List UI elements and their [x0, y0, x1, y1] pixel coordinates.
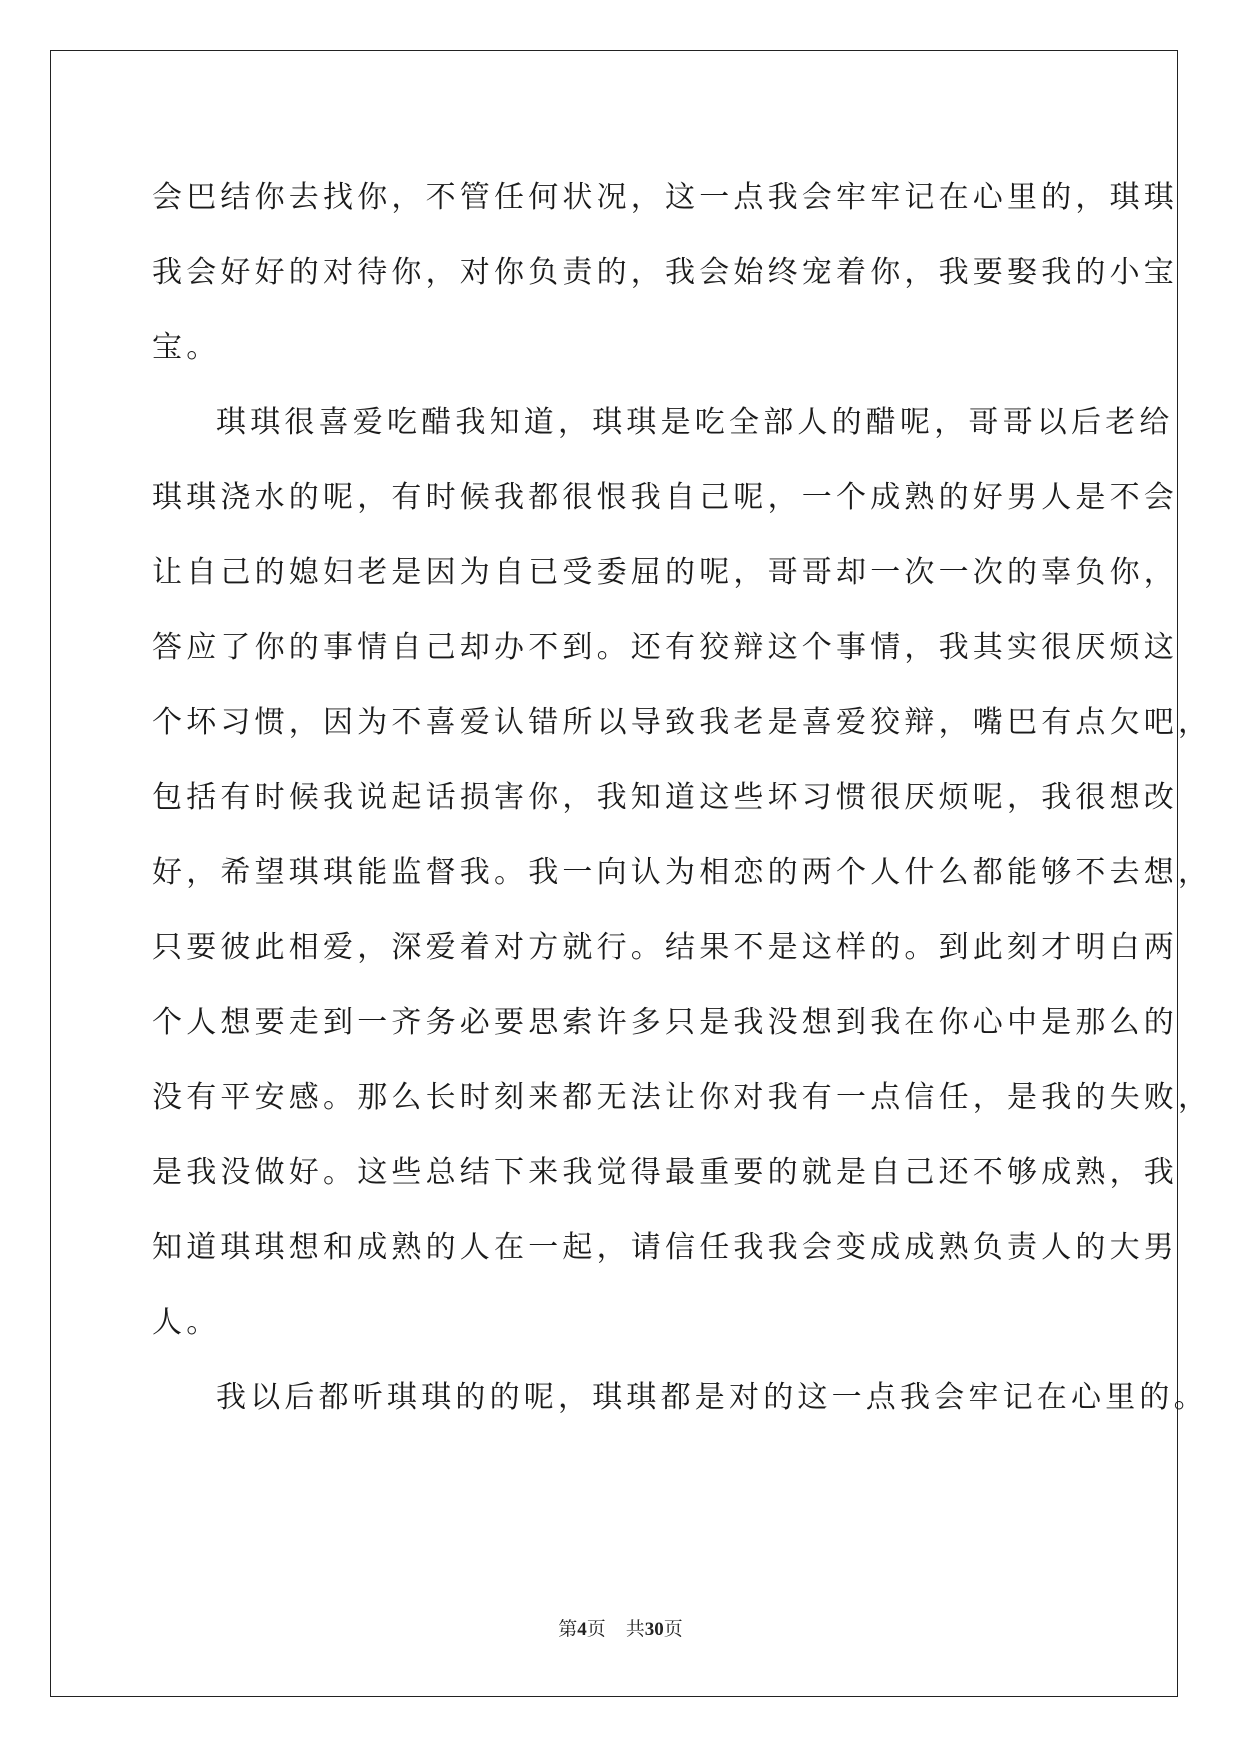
text-line: 是我没做好。这些总结下来我觉得最重要的就是自己还不够成熟，我	[152, 1155, 1178, 1190]
text-line: 让自己的媳妇老是因为自已受委屈的呢，哥哥却一次一次的辜负你，	[152, 555, 1178, 590]
page-footer	[0, 1614, 1241, 1641]
text-line: 知道琪琪想和成熟的人在一起，请信任我我会变成成熟负责人的大男	[152, 1230, 1178, 1265]
text-line: 琪琪浇水的呢，有时候我都很恨我自己呢，一个成熟的好男人是不会	[152, 480, 1178, 515]
text-line: 个人想要走到一齐务必要思索许多只是我没想到我在你心中是那么的	[152, 1005, 1178, 1040]
text-line: 包括有时候我说起话损害你，我知道这些坏习惯很厌烦呢，我很想改	[152, 780, 1178, 815]
text-line: 我以后都听琪琪的的呢，琪琪都是对的这一点我会牢记在心里的。	[216, 1380, 1208, 1415]
page-number: 4	[577, 1619, 587, 1640]
text-line: 琪琪很喜爱吃醋我知道，琪琪是吃全部人的醋呢，哥哥以后老给	[216, 405, 1174, 440]
document-body	[152, 160, 1213, 1435]
text-line: 我会好好的对待你，对你负责的，我会始终宠着你，我要娶我的小宝	[152, 255, 1178, 290]
text-line: 人。	[152, 1305, 221, 1340]
text-line: 个坏习惯，因为不喜爱认错所以导致我老是喜爱狡辩，嘴巴有点欠吧，	[152, 705, 1213, 740]
text-line: 宝。	[152, 330, 221, 365]
total-label-prefix: 共	[625, 1619, 645, 1640]
total-pages: 30	[644, 1619, 664, 1640]
text-line: 只要彼此相爱，深爱着对方就行。结果不是这样的。到此刻才明白两	[152, 930, 1178, 965]
text-line: 没有平安感。那么长时刻来都无法让你对我有一点信任，是我的失败，	[152, 1080, 1213, 1115]
text-line: 好，希望琪琪能监督我。我一向认为相恋的两个人什么都能够不去想，	[152, 855, 1213, 890]
text-line: 会巴结你去找你，不管任何状况，这一点我会牢牢记在心里的，琪琪	[152, 180, 1178, 215]
page-label-suffix: 页	[586, 1619, 606, 1640]
page-label-prefix: 第	[558, 1619, 578, 1640]
text-line: 答应了你的事情自己却办不到。还有狡辩这个事情，我其实很厌烦这	[152, 630, 1178, 665]
total-label-suffix: 页	[663, 1619, 683, 1640]
